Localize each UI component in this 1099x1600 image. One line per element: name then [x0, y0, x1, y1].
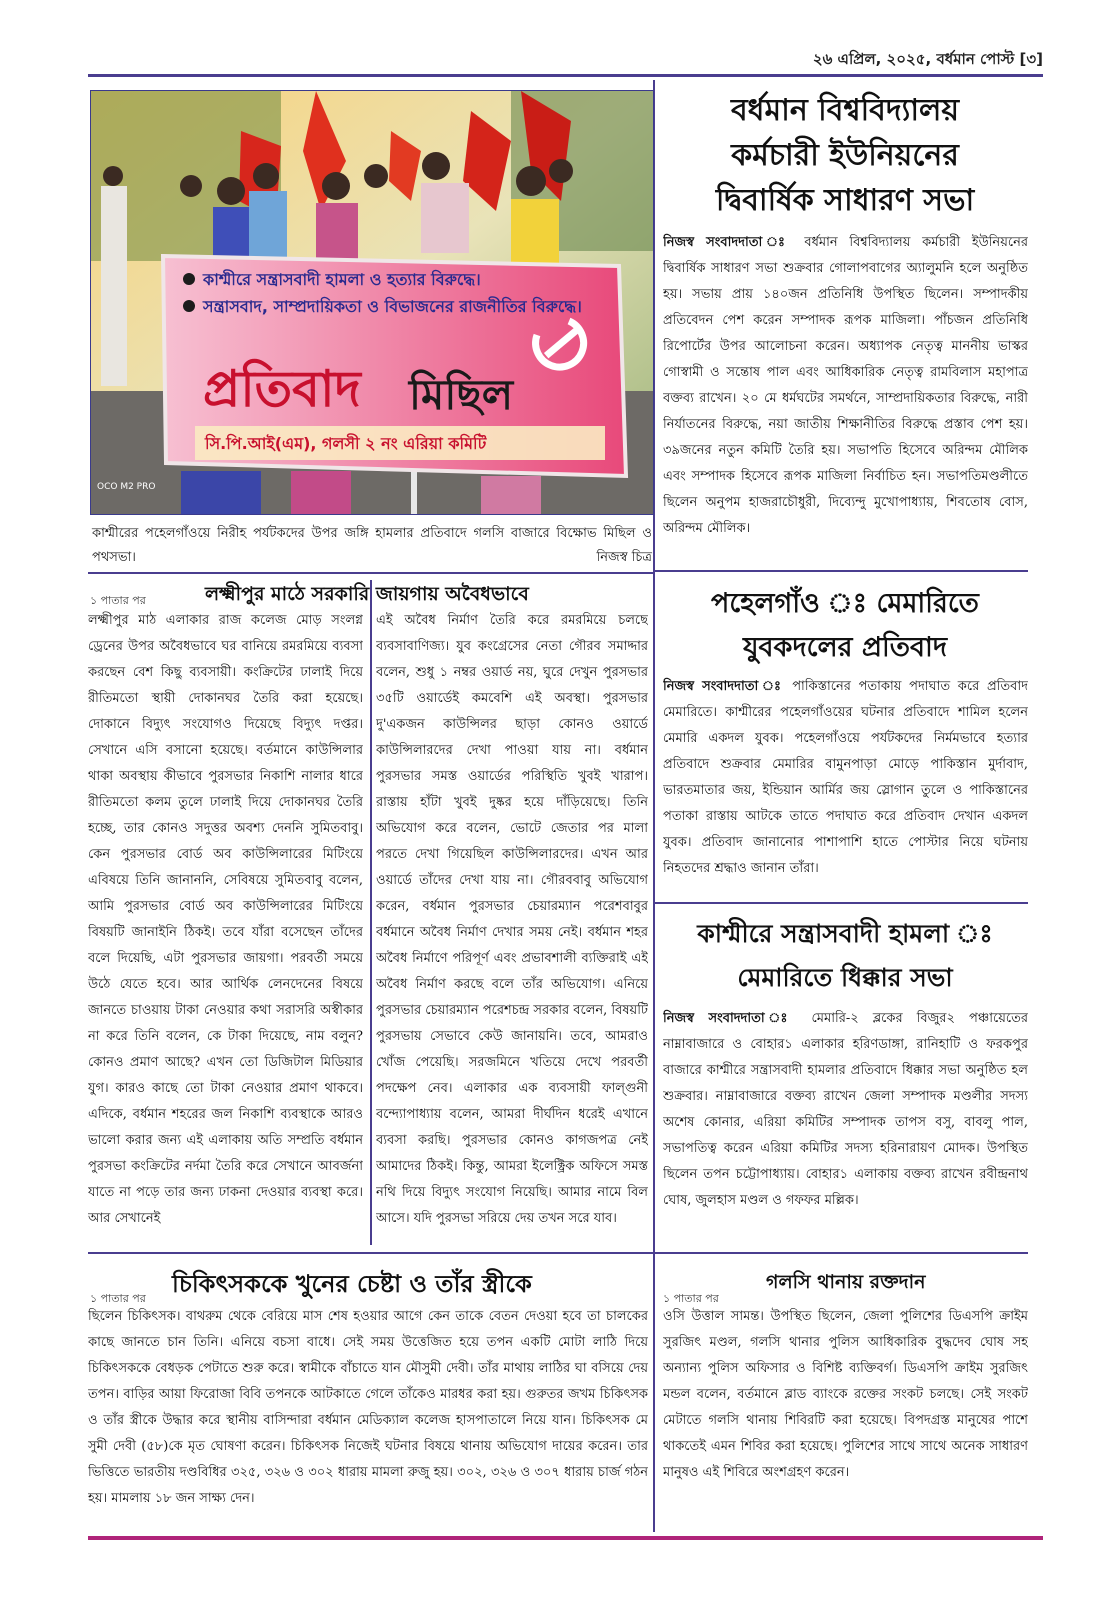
divider-pahelgam-bottom — [655, 902, 1028, 904]
kashmir-byline: নিজস্ব সংবাদদাতা ঃ — [663, 1011, 798, 1026]
lower-left-column-divider — [370, 580, 372, 1245]
page-number: [৩] — [1019, 50, 1043, 68]
photo-caption — [92, 522, 652, 570]
pahelgam-body-text: পাকিস্তানের পতাকায় পদাঘাত করে প্রতিবাদ মেমারিতে। কাশ্মীরের পহেলগাঁওয়ের ঘটনার প্রতিবাদে শামিল হলেন মেমারি একদল যুবক। পহেলগাঁওয়ে পর্যটকদের নির্মমভাবে হত্যার প্রতিবাদে শুক্রবার মেমারির বামুনপাড়া মোড়ে পাকিস্তান মুর্দাবাদ, ভারতমাতার জয়, ইন্ডিয়ান আর্মির জয় স্লোগান তুলে ও পাকিস্তানের পতাকা রাস্তায় আটকে তাতে পদাঘাত করে প্রতিবাদ দেখান একদল যুবক। প্রতিবাদ জানানোর পাশাপাশি হাতে পোস্টার নিয়ে ঘটনায় নিহতদের শ্রদ্ধাও জানান তাঁরা। — [663, 679, 1028, 876]
doctor-continued: ১ পাতার পর — [90, 1292, 146, 1305]
union-body — [663, 230, 1028, 566]
kashmir-headline-line-1: কাশ্মীরে সন্ত্রাসবাদী হামলা ঃ — [697, 919, 993, 948]
protest-banner — [163, 256, 626, 476]
pahelgam-headline-line-1: পহেলগাঁও ঃ মেমারিতে — [711, 588, 979, 619]
kashmir-headline — [660, 912, 1030, 1000]
divider-union-bottom — [655, 570, 1028, 572]
photo-caption-text: কাশ্মীরের পহেলগাঁওয়ে নিরীহ পর্যটকদের উপর জঙ্গি হামলার প্রতিবাদে গলসি বাজারে বিক্ষোভ মিছিল ও পথসভা। — [92, 526, 652, 565]
banner-line-1: কাশ্মীরে সন্ত্রাসবাদী হামলা ও হত্যার বিরুদ্ধে। — [203, 270, 481, 289]
doctor-body — [88, 1304, 648, 1530]
doctor-headline: চিকিৎসককে খুনের চেষ্টা ও তাঁর স্ত্রীকে — [172, 1270, 532, 1298]
pahelgam-body — [663, 674, 1028, 898]
top-rule — [88, 74, 1043, 77]
pahelgam-headline — [660, 582, 1030, 670]
union-headline-line-3: দ্বিবার্ষিক সাধারণ সভা — [715, 183, 975, 218]
pahelgam-byline: নিজস্ব সংবাদদাতা ঃ — [663, 679, 785, 694]
lakshmipur-col2-text: এই অবৈধ নির্মাণ তৈরি করে রমরমিয়ে চলছে ব্যবসাবাণিজ্য। যুব কংগ্রেসের নেতা গৌরব সমাদ্দার বলেন, শুধু ১ নম্বর ওয়ার্ড নয়, ঘুরে দেখুন পুরসভার ৩৫টি ওয়ার্ডেই কমবেশি এই অবস্থা। পুরসভার দু'একজন কাউন্সিলর ছাড়া কোনও ওয়ার্ডে কাউন্সিলারদের দেখা পাওয়া যায় না। বর্ধমান পুরসভার সমস্ত ওয়ার্ডের পরিস্থিতি খুবই খারাপ। রাস্তায় হাঁটা খুবই দুষ্কর হয়ে দাঁড়িয়েছে। তিনি অভিযোগ করে বলেন, ভোটে জেতার পর মালা পরতে দেখা গিয়েছিল কাউন্সিলারদের। এখন আর ওয়ার্ডে তাঁদের দেখা যায় না। গৌরববাবু অভিযোগ করেন, বর্ধমান পুরসভার চেয়ারম্যান পরেশবাবুর বর্ধমানে অবৈধ নির্মাণ দেখার সময় নেই। বর্ধমান শহর অবৈধ নির্মাণে পরিপূর্ণ এবং প্রভাবশালী ব্যক্তিরাই এই অবৈধ নির্মাণ করছে বলে তাঁর অভিযোগ। এনিয়ে পুরসভার চেয়ারম্যান পরেশচন্দ্র সরকার বলেন, বিষয়টি পুরসভায় সেভাবে কেউ জানায়নি। তবে, আমরাও খোঁজ পেয়েছি। সরজমিনে খতিয়ে দেখে পরবর্তী পদক্ষেপ নেব। এলাকার এক ব্যবসায়ী ফাল্গুনী বন্দ্যোপাধ্যায় বলেন, আমরা দীর্ঘদিন ধরেই এখানে ব্যবসা করছি। পুরসভার কোনও কাগজপত্র নেই আমাদের ঠিকই। কিন্তু, আমরা ইলেক্ট্রিক অফিসে সমস্ত নথি দিয়ে বিদ্যুৎ সংযোগ নিয়েছি। আমার নামে বিল আসে। যদি পুরসভা সরিয়ে দেয় তখন সরে যাব। — [376, 613, 648, 1226]
kashmir-body — [663, 1006, 1028, 1248]
lakshmipur-col1-text: লক্ষ্মীপুর মাঠ এলাকার রাজ কলেজ মোড় সংলগ্ন ড্রেনের উপর অবৈধভাবে ঘর বানিয়ে রমরমিয়ে ব্যবসা করছেন বেশ কিছু ব্যবসায়ী। কংক্রিটের ঢালাই দিয়ে রীতিমতো স্থায়ী দোকানঘর তৈরি করা হয়েছে। দোকানে বিদ্যুৎ সংযোগও দিয়েছে বিদ্যুৎ দপ্তর। সেখানে এসি বসানো হয়েছে। বর্তমানে কাউন্সিলার থাকা অবস্থায় কীভাবে পুরসভার নিকাশি নালার ধারে রীতিমতো কলম তুলে ঢালাই দিয়ে দোকানঘর তৈরি হচ্ছে, তার কোনও সদুত্তর অবশ্য দেননি সুমিতবাবু। কেন পুরসভার বোর্ড অব কাউন্সিলারের মিটিংয়ে এবিষয়ে তিনি জানাননি, সেবিষয়ে সুমিতবাবু বলেন, আমি পুরসভার বোর্ড অব কাউন্সিলারের মিটিংয়ে বিষয়টি জানাইনি ঠিকই। তবে যাঁরা বসেছেন তাঁদের বলে দিয়েছি, এটা পুরসভার জায়গা। পরবর্তী সময়ে উঠে যেতে হবে। আর আর্থিক লেনদেনের বিষয়ে জানতে চাওয়ায় টাকা নেওয়ার কথা সরাসরি অস্বীকার না করে তিনি বলেন, কে টাকা দিয়েছে, নাম বলুন? কোনও প্রমাণ আছে? এখন তো ডিজিটাল মিডিয়ার যুগ। কারও কাছে তো টাকা নেওয়ার প্রমাণ থাকবে। এদিকে, বর্ধমান শহরের জল নিকাশি ব্যবস্থাকে আরও ভালো করার জন্য এই এলাকায় অতি সম্প্রতি বর্ধমান পুরসভা কংক্রিটের নর্দমা তৈরি করে সেখানে আবর্জনা যাতে না পড়ে তার জন্য ঢাকনা দেওয়ার ব্যবস্থা করে। আর সেখানেই — [88, 613, 363, 1226]
date-line: ২৬ এপ্রিল, ২০২৫, বর্ধমান পোস্ট — [812, 50, 1015, 68]
banner-title-part-2: মিছিল — [409, 370, 514, 419]
banner-title-part-1: প্রতিবাদ — [203, 359, 361, 418]
masthead — [88, 48, 1043, 74]
camera-watermark: OCO M2 PRO — [97, 482, 156, 492]
blood-headline: গলসি থানায় রক্তদান — [766, 1271, 926, 1293]
doctor-body-text: ছিলেন চিকিৎসক। বাথরুম থেকে বেরিয়ে মাস শেষ হওয়ার আগে কেন তাকে বেতন দেওয়া হবে তা চালকের কাছে জানতে চান তিনি। এনিয়ে বচসা বাধে। সেই সময় উত্তেজিত হয়ে তপন একটি মোটা লাঠি দিয়ে চিকিৎসককে বেধড়ক পেটাতে শুরু করে। স্বামীকে বাঁচাতে যান মৌসুমী দেবী। তাঁর মাথায় লাঠির ঘা বসিয়ে দেয় তপন। বাড়ির আয়া ফিরোজা বিবি তপনকে আটকাতে গেলে তাঁকেও মারধর করা হয়। গুরুতর জখম চিকিৎসক ও তাঁর স্ত্রীকে উদ্ধার করে স্থানীয় বাসিন্দারা বর্ধমান মেডিক্যাল কলেজ হাসপাতালে নিয়ে যান। চিকিৎসক মে সুমী দেবী (৫৮)কে মৃত ঘোষণা করেন। চিকিৎসক নিজেই ঘটনার বিষয়ে থানায় অভিযোগ দায়ের করেন। তার ভিত্তিতে ভারতীয় দণ্ডবিধির ৩২৫, ৩২৬ ও ৩০২ ধারায় মামলা রুজু হয়। ৩০২, ৩২৬ ও ৩০৭ ধারায় চার্জ গঠন হয়। মামলায় ১৮ জন সাক্ষ্য দেন। — [88, 1309, 648, 1506]
union-body-text: বর্ধমান বিশ্ববিদ্যালয় কর্মচারী ইউনিয়নের দ্বিবার্ষিক সাধারণ সভা শুক্রবার গোলাপবাগের অ্যালুমনি হলে অনুষ্ঠিত হয়। সভায় প্রায় ১৪০জন প্রতিনিধি উপস্থিত ছিলেন। সম্পাদকীয় প্রতিবেদন পেশ করেন সম্পাদক রূপক মাজিলা। পাঁচজন প্রতিনিধি রিপোর্টের উপর আলোচনা করেন। অধ্যাপক নেতৃত্ব মাননীয় ভাস্কর গোস্বামী ও সন্তোষ পাল এবং আধিকারিক নেতৃত্ব রামবিলাস মহাপাত্র বক্তব্য রাখেন। ২০ মে ধর্মঘটের সমর্থনে, সাম্প্রদায়িকতার বিরুদ্ধে, নারী নির্যাতনের বিরুদ্ধে, নয়া জাতীয় শিক্ষানীতির বিরুদ্ধে প্রস্তাব পেশ হয়। ৩৯জনের নতুন কমিটি তৈরি হয়। সভাপতি হিসেবে অরিন্দম মৌলিক এবং সম্পাদক হিসেবে রূপক মাজিলা নির্বাচিত হন। সভাপতিমণ্ডলীতে ছিলেন অনুপম হাজরাচৌধুরী, দিব্যেন্দু মুখোপাধ্যায়, শিবতোষ বোস, অরিন্দম মৌলিক। — [663, 235, 1028, 536]
union-headline — [660, 88, 1030, 223]
lakshmipur-column-2 — [376, 608, 648, 1248]
banner-footer: সি.পি.আই(এম), গলসী ২ নং এরিয়া কমিটি — [205, 434, 487, 453]
divider-lakshmipur-bottom — [88, 1252, 653, 1254]
lakshmipur-headline: লক্ষ্মীপুর মাঠে সরকারি জায়গায় অবৈধভাবে — [205, 583, 529, 605]
pahelgam-headline-line-2: যুবকদলের প্রতিবাদ — [742, 632, 948, 663]
blood-body — [663, 1304, 1028, 1530]
photo-credit: নিজস্ব চিত্র — [596, 550, 652, 565]
kashmir-headline-line-2: মেমারিতে ধিক্কার সভা — [737, 963, 953, 992]
protest-photo — [90, 90, 654, 515]
lakshmipur-continued: ১ পাতার পর — [90, 594, 146, 607]
divider-kashmir-bottom — [655, 1252, 1028, 1254]
bottom-rule — [88, 1536, 1043, 1540]
union-headline-line-1: বর্ধমান বিশ্ববিদ্যালয় — [730, 93, 960, 128]
union-headline-line-2: কর্মচারী ইউনিয়নের — [731, 138, 959, 173]
kashmir-body-text: মেমারি-২ ব্লকের বিজুর২ পঞ্চায়েতের নাম্নাবাজারে ও বোহার১ এলাকার হরিণডাঙ্গা, রানিহাটি ও ফরকপুর বাজারে কাশ্মীরে সন্ত্রাসবাদী হামলার প্রতিবাদে ধিক্কার সভা অনুষ্ঠিত হল শুক্রবার। নাম্নাবাজারে বক্তব্য রাখেন জেলা সম্পাদক মণ্ডলীর সদস্য অশেষ কোনার, এরিয়া কমিটির সম্পাদক তাপস বসু, বাবলু পাল, সভাপতিত্ব করেন এরিয়া কমিটির সদস্য হরিনারায়ণ মোদক। উপস্থিত ছিলেন তপন চট্টোপাধ্যায়। বোহার১ এলাকায় বক্তব্য রাখেন রবীন্দ্রনাথ ঘোষ, জুলহাস মণ্ডল ও গফফর মল্লিক। — [663, 1011, 1028, 1208]
protest-photo-illustration — [91, 91, 654, 515]
blood-body-text: ওসি উত্তাল সামন্ত। উপস্থিত ছিলেন, জেলা পুলিশের ডিএসপি ক্রাইম সুরজিৎ মণ্ডল, গলসি থানার পুলিস আধিকারিক বুদ্ধদেব ঘোষ সহ অন্যান্য পুলিস অফিসার ও বিশিষ্ট ব্যক্তিবর্গ। ডিএসপি ক্রাইম সুরজিৎ মন্ডল বলেন, বর্তমানে ব্লাড ব্যাংকে রক্তের সংকট চলছে। সেই সংকট মেটাতে গলসি থানায় শিবিরটি করা হয়েছে। বিপদগ্রস্ত মানুষের পাশে থাকতেই এমন শিবির করা হয়েছে। পুলিশের সাথে সাথে অনেক সাধারণ মানুষও এই শিবিরে অংশগ্রহণ করেন। — [663, 1309, 1028, 1480]
lakshmipur-column-1 — [88, 608, 363, 1248]
union-byline: নিজস্ব সংবাদদাতা ঃ — [663, 235, 793, 250]
banner-line-2: সন্ত্রাসবাদ, সাম্প্রদায়িকতা ও বিভাজনের রাজনীতির বিরুদ্ধে। — [203, 297, 582, 316]
divider-photo-bottom — [88, 572, 653, 574]
blood-continued: ১ পাতার পর — [663, 1292, 719, 1305]
